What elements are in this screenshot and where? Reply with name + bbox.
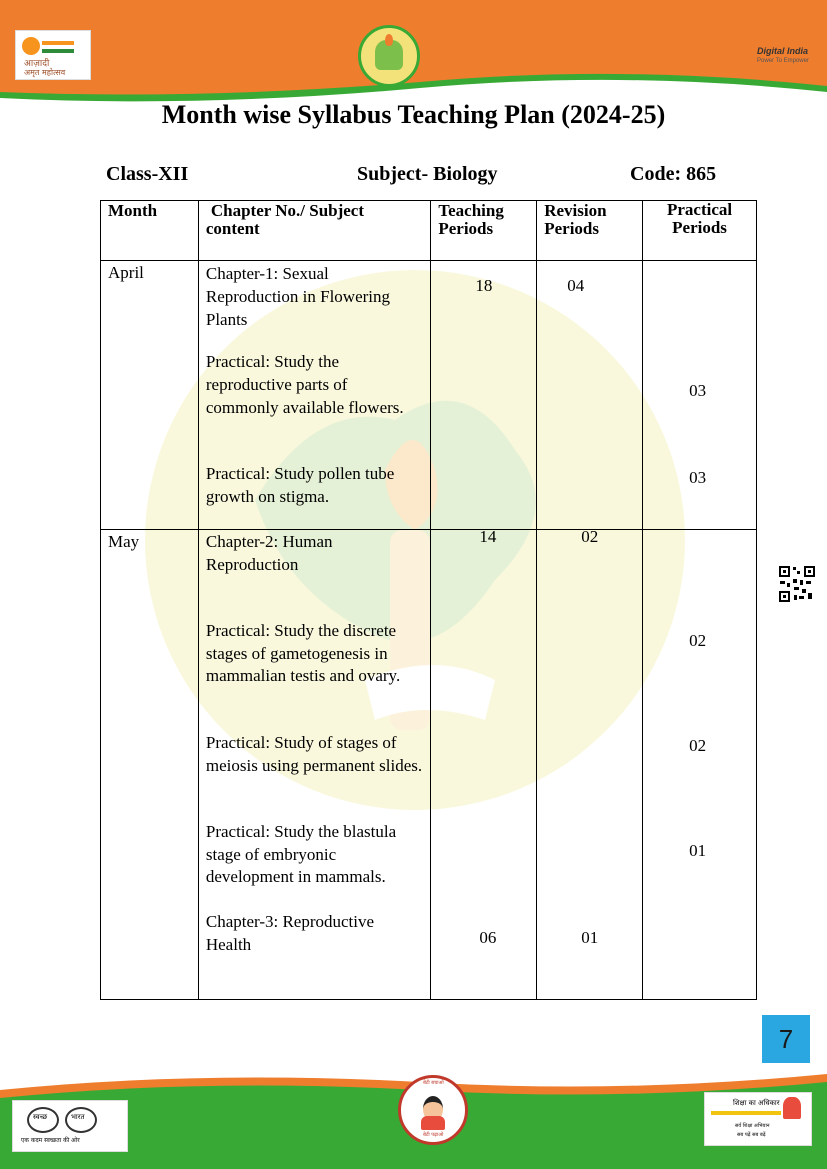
digital-india-icon [737, 44, 753, 66]
header-month: Month [101, 201, 199, 261]
april-teaching [431, 261, 537, 530]
girl-icon-body [421, 1116, 445, 1130]
april-item-1: Chapter-1: Sexual Reproduction in Flowering Plants [205, 264, 391, 329]
may-item-4: Practical: Study the blastula stage of embryonic development in mammals. [205, 822, 397, 886]
april-practical-value-2: 03 [689, 468, 707, 487]
may-teaching-value-2: 06 [479, 928, 497, 947]
class-label: Class-XII [106, 163, 189, 185]
child-reading-icon [783, 1097, 801, 1119]
header-practical: Practical Periods [643, 201, 757, 261]
beti-bachao-logo [398, 1075, 468, 1145]
table-row-april [101, 261, 757, 530]
april-revision-value: 04 [567, 276, 585, 295]
rte-logo [704, 1092, 812, 1146]
beti-bachao-bottom-text: बेटी पढ़ाओ [423, 1132, 444, 1138]
table-row-may [101, 530, 757, 1000]
table-header-row [101, 201, 757, 261]
azadi-logo [15, 30, 91, 80]
code-label: Code: 865 [630, 163, 717, 185]
swachh-bharat-logo [12, 1100, 128, 1152]
april-practical [643, 261, 757, 530]
swachh-tagline: एक कदम स्वच्छता की ओर [21, 1137, 80, 1144]
may-practical-value-1: 02 [689, 631, 707, 650]
azadi-logo-subtext: अमृत महोत्सव [24, 68, 66, 77]
may-content [198, 530, 430, 1000]
bharat-text: भारत [71, 1113, 85, 1121]
digital-india-text: Digital India [757, 46, 809, 56]
subject-label: Subject- Biology [357, 163, 498, 185]
april-revision [537, 261, 643, 530]
month-april: April [101, 261, 199, 530]
may-practical-value-3: 01 [689, 841, 707, 860]
may-practical [643, 530, 757, 1000]
beti-bachao-top-text: बेटी बचाओ [423, 1080, 444, 1086]
digital-india-tagline: Power To Empower [757, 58, 809, 64]
may-item-1: Chapter-2: Human Reproduction [205, 532, 333, 574]
rte-subtitle: सर्व शिक्षा अभियान [735, 1123, 770, 1129]
header-teaching: Teaching Periods [431, 201, 537, 261]
syllabus-table [100, 200, 757, 1000]
board-emblem-flame [385, 34, 393, 46]
page-title: Month wise Syllabus Teaching Plan (2024-25) [161, 100, 666, 129]
rte-tagline: सब पढ़ें सब बढ़ें [737, 1132, 766, 1138]
month-may: May [101, 530, 199, 1000]
header-revision: Revision Periods [537, 201, 643, 261]
azadi-logo-text: आज़ादी [24, 59, 50, 69]
april-item-2: Practical: Study the reproductive parts of commonly available flowers. [205, 352, 404, 417]
header-content: Chapter No./ Subject content [198, 201, 430, 261]
may-teaching [431, 527, 537, 1000]
qr-code[interactable] [778, 565, 816, 603]
rte-title: शिक्षा का अधिकार [733, 1099, 780, 1107]
april-content [198, 261, 430, 530]
swachh-text: स्वच्छ [33, 1113, 48, 1121]
digital-india-logo [733, 40, 813, 74]
page-number: 7 [762, 1015, 810, 1063]
may-revision [537, 527, 643, 1000]
may-item-5: Chapter-3: Reproductive Health [205, 912, 375, 954]
april-teaching-value: 18 [475, 276, 493, 295]
may-revision-value-1: 02 [581, 527, 599, 546]
pencil-icon [711, 1111, 781, 1115]
board-emblem [358, 25, 420, 87]
may-item-2: Practical: Study the discrete stages of gametogenesis in mammalian testis and ovary. [205, 621, 401, 685]
may-item-3: Practical: Study of stages of meiosis using permanent slides. [205, 733, 423, 775]
azadi-logo-mark [22, 37, 40, 55]
april-practical-value-1: 03 [689, 381, 707, 400]
may-practical-value-2: 02 [689, 736, 707, 755]
april-item-3: Practical: Study pollen tube growth on stigma. [205, 464, 395, 506]
may-teaching-value-1: 14 [479, 527, 497, 546]
may-revision-value-2: 01 [581, 928, 599, 947]
